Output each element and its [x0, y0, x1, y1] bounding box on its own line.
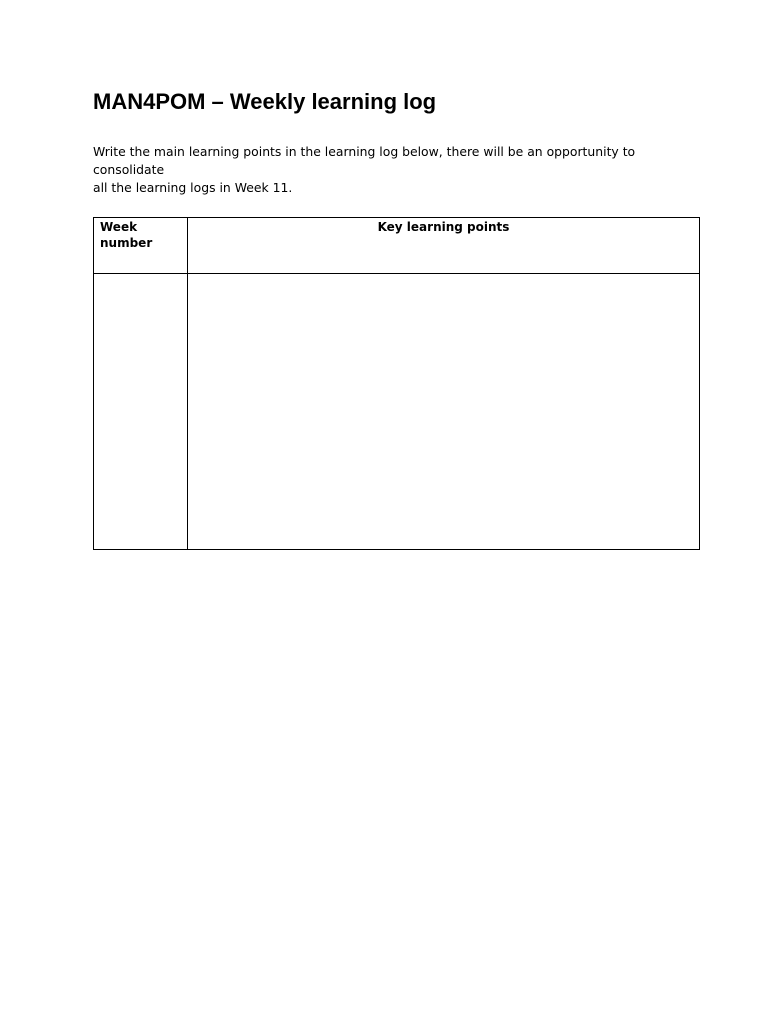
week-number-header	[94, 218, 188, 274]
key-learning-points-cell[interactable]	[188, 274, 700, 550]
week-header-line-1: Week	[100, 220, 138, 234]
week-number-cell[interactable]	[94, 274, 188, 550]
learning-log-table	[93, 217, 700, 550]
table-row	[94, 274, 700, 550]
intro-line-1: Write the main learning points in the learning log below, there will be an opportunity to consolidate	[93, 144, 636, 177]
week-header-line-2: number	[100, 236, 153, 250]
page-title: MAN4POM – Weekly learning log	[93, 89, 437, 114]
intro-line-2: all the learning logs in Week 11.	[93, 180, 293, 195]
key-learning-points-header: Key learning points	[188, 218, 700, 274]
intro-paragraph	[93, 143, 683, 197]
table-header-row	[94, 218, 700, 274]
